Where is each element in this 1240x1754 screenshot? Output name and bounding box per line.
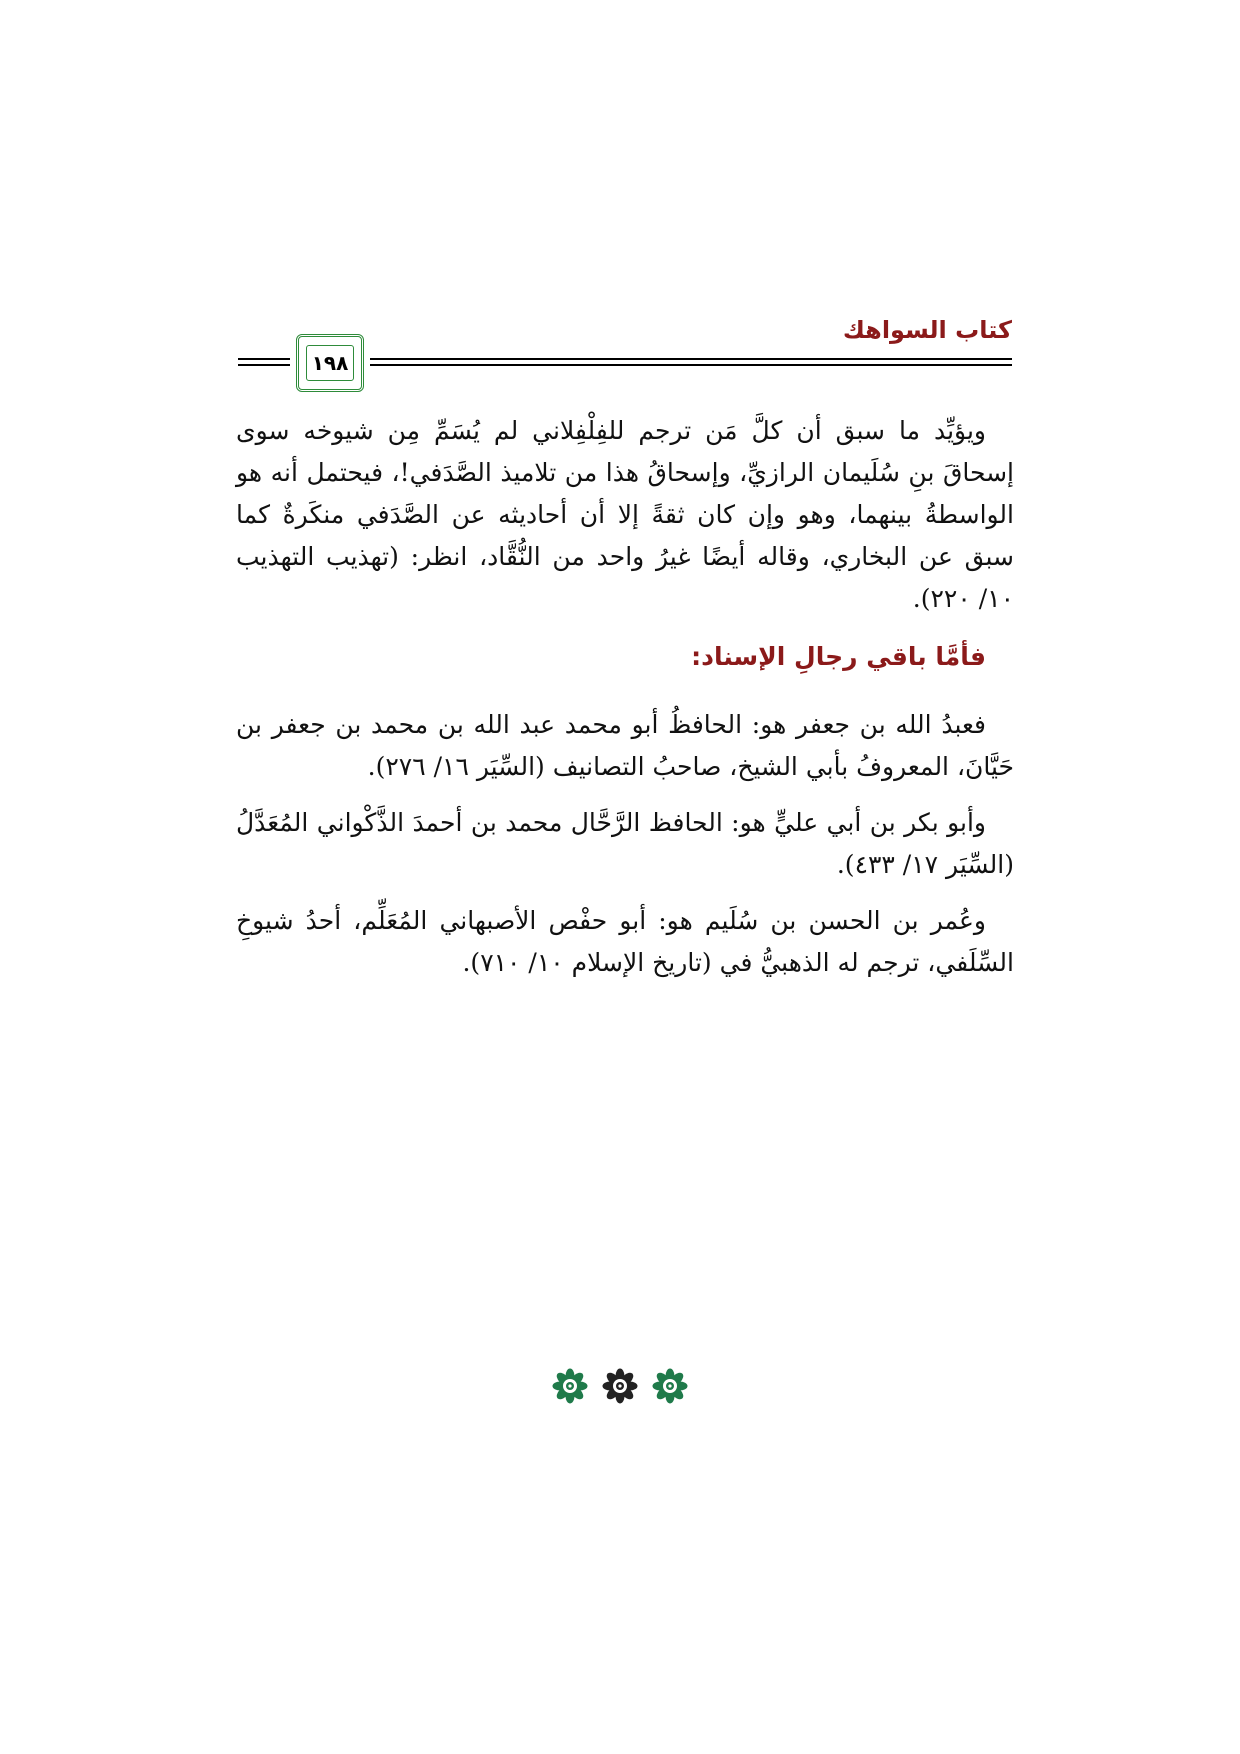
paragraph: وعُمر بن الحسن بن سُلَيم هو: أبو حفْص الأصبهاني المُعَلِّم، أحدُ شيوخِ السِّلَفي، ترجم له الذهبيُّ في (تاريخ الإسلام ١٠/ ٧١٠). (236, 906, 1014, 977)
flower-ornament-icon (552, 1368, 588, 1404)
paragraph: وأبو بكر بن أبي عليٍّ هو: الحافظ الرَّحَّال محمد بن أحمدَ الذَّكْواني المُعَدَّلُ (السِّيَر ١٧/ ٤٣٣). (236, 808, 1014, 879)
paragraph: فعبدُ الله بن جعفر هو: الحافظُ أبو محمد عبد الله بن محمد بن جعفر بن حَيَّانَ، المعروفُ بأبي الشيخ، صاحبُ التصانيف (السِّيَر ١٦/ ٢٧٦). (236, 710, 1014, 781)
section-end-ornaments (0, 1368, 1240, 1404)
page-number: ١٩٨ (306, 345, 354, 381)
flower-ornament-icon (652, 1368, 688, 1404)
section-heading: فأمَّا باقي رجالِ الإسناد: (691, 642, 986, 671)
page-body (236, 410, 1014, 998)
paragraph: ويؤيِّد ما سبق أن كلَّ مَن ترجم للفِلْفِلاني لم يُسَمِّ مِن شيوخه سوى إسحاقَ بنِ سُلَيمان الرازيِّ، وإسحاقُ هذا من تلاميذ الصَّدَفي!، فيحتمل أنه هو الواسطةُ بينهما، وهو وإن كان ثقةً إلا أن أحاديثه عن الصَّدَفي منكَرةٌ كما سبق عن البخاري، وقاله أيضًا غيرُ واحد من النُّقَّاد، انظر: (تهذيب التهذيب ١٠/ ٢٢٠). (236, 416, 1014, 613)
page-header (238, 316, 1012, 396)
flower-ornament-icon (602, 1368, 638, 1404)
page-number-badge (296, 334, 364, 392)
book-title: كتاب السواهك (842, 316, 1012, 344)
